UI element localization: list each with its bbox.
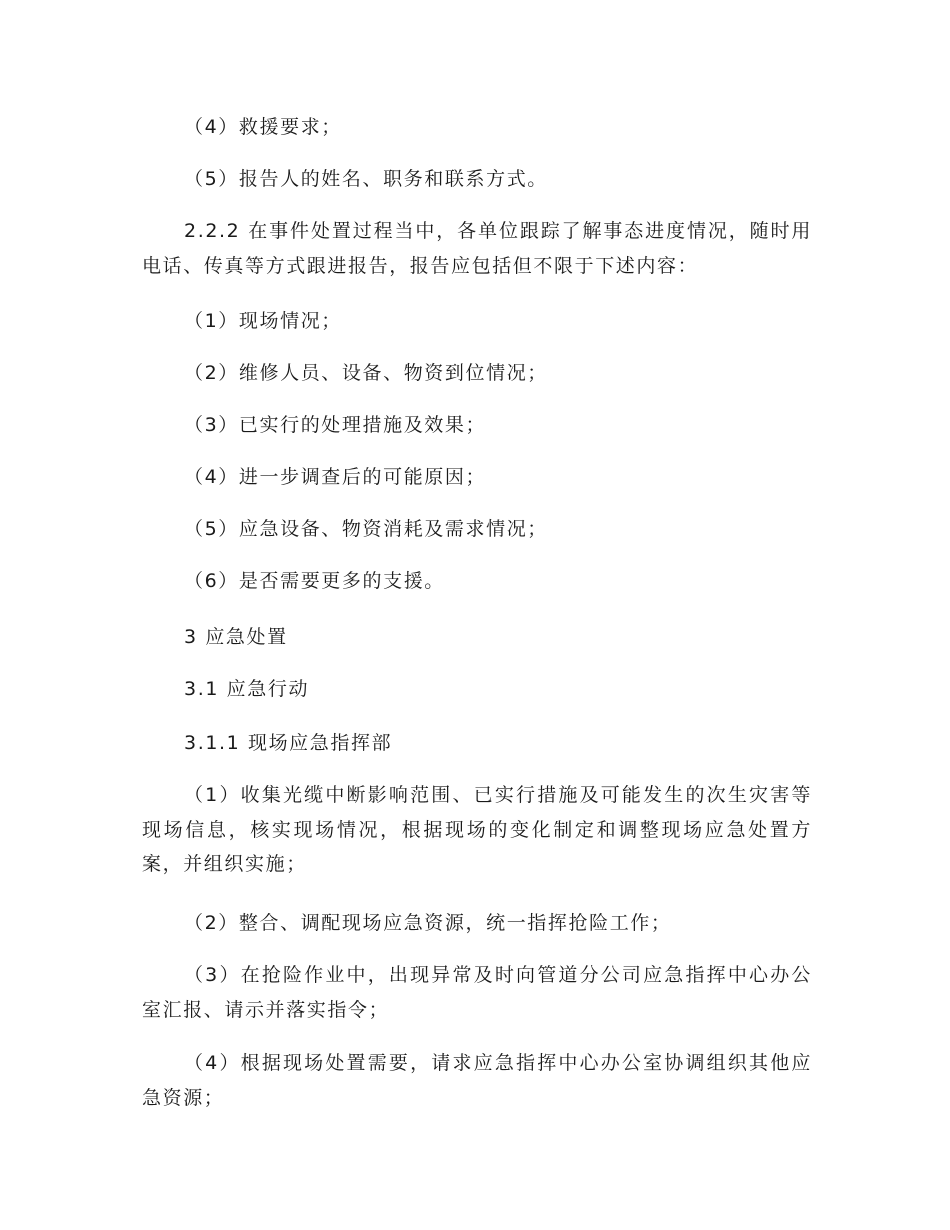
paragraph-personnel-equipment: （2）维修人员、设备、物资到位情况； xyxy=(184,362,548,384)
paragraph-report-anomalies: （3）在抢险作业中，出现异常及时向管道分公司应急指挥中心办公室汇报、请示并落实指令； xyxy=(142,964,812,1021)
paragraph-site-situation: （1）现场情况； xyxy=(184,310,342,332)
paragraph-measures-effects: （3）已实行的处理措施及效果； xyxy=(184,414,487,436)
paragraph-more-support: （6）是否需要更多的支援。 xyxy=(184,570,445,592)
paragraph-reporter-info: （5）报告人的姓名、职务和联系方式。 xyxy=(184,168,548,190)
paragraph-consumption-needs: （5）应急设备、物资消耗及需求情况； xyxy=(184,518,548,540)
paragraph-possible-causes: （4）进一步调查后的可能原因； xyxy=(184,466,487,488)
section-heading-3: 3 应急处置 xyxy=(184,626,288,648)
paragraph-collect-info: （1）收集光缆中断影响范围、已实行措施及可能发生的次生灾害等现场信息，核实现场情况，根据现场的变化制定和调整现场应急处置方案，并组织实施； xyxy=(142,784,812,876)
paragraph-rescue-requirements: （4）救援要求； xyxy=(184,116,342,138)
section-heading-3-1: 3.1 应急行动 xyxy=(184,678,310,700)
section-heading-3-1-1: 3.1.1 现场应急指挥部 xyxy=(184,732,393,754)
paragraph-2-2-2: 2.2.2 在事件处置过程当中，各单位跟踪了解事态进度情况，随时用电话、传真等方式跟进报告，报告应包括但不限于下述内容： xyxy=(142,220,812,277)
paragraph-integrate-resources: （2）整合、调配现场应急资源，统一指挥抢险工作； xyxy=(184,912,672,934)
paragraph-request-resources: （4）根据现场处置需要，请求应急指挥中心办公室协调组织其他应急资源； xyxy=(142,1052,812,1109)
